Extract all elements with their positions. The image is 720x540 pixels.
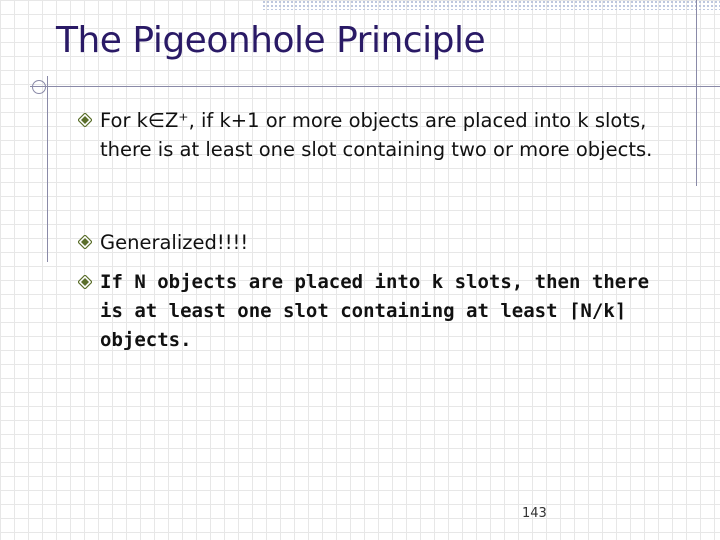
page-number: 143: [522, 506, 547, 521]
diamond-bullet-icon: [78, 235, 92, 249]
bullet-item: [78, 268, 678, 355]
bullet-text: Generalized!!!!: [100, 231, 249, 254]
diamond-bullet-icon: [78, 275, 92, 289]
bullet-item: [78, 228, 678, 257]
bullet-text: If N objects are placed into k slots, then there is at least one slot containing at least ⌈N/k⌉ objects.: [100, 271, 650, 351]
diamond-bullet-icon: [78, 113, 92, 127]
decorative-horizontal-line: [30, 86, 720, 87]
bullet-item: [78, 106, 678, 164]
decorative-vertical-line-right: [696, 0, 697, 186]
decorative-top-band: [262, 0, 720, 10]
decorative-corner-circle: [32, 80, 46, 94]
bullet-text: For k∈Z⁺, if k+1 or more objects are placed into k slots, there is at least one slot containing two or more objects.: [100, 109, 653, 161]
slide-title: The Pigeonhole Principle: [56, 20, 486, 61]
decorative-vertical-line-left: [47, 76, 48, 262]
